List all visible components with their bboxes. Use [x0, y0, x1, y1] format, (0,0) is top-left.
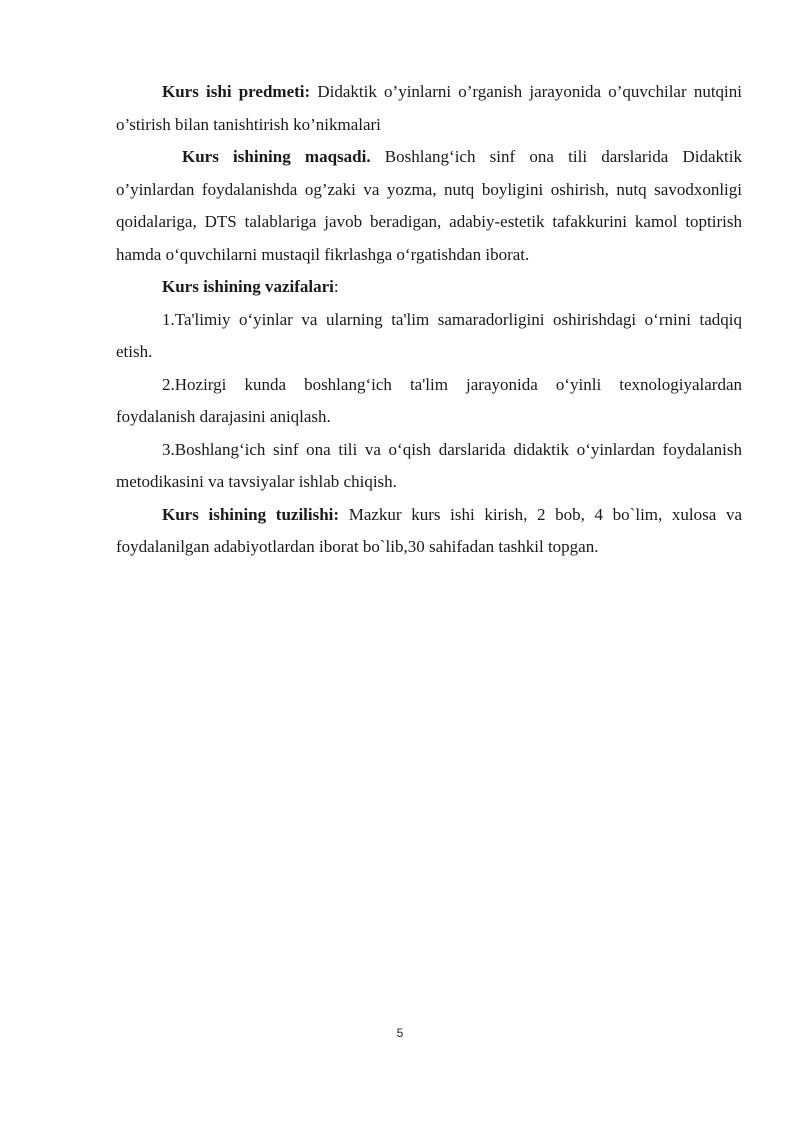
- paragraph-subject: [116, 76, 742, 141]
- paragraph-goal: [116, 141, 742, 271]
- structure-heading: Kurs ishining tuzilishi:: [162, 504, 340, 524]
- tasks-heading: Kurs ishining vazifalari: [162, 277, 334, 296]
- paragraph-tasks-heading: [116, 271, 742, 304]
- paragraph-structure: [116, 499, 742, 564]
- structure-text: Mazkur kurs ishi kirish, 2 bob, 4 bo`lim, xulosa va foydalanilgan adabiyotlardan iborat bo`lib,30 sahifadan tashkil topgan.: [116, 504, 742, 556]
- subject-text: Didaktik o’yinlarni o’rganish jarayonida o’quvchilar nutqini o’stirish bilan tanishtirish ko’nikmalari: [116, 82, 742, 134]
- goal-text: Boshlang‘ich sinf ona tili darslarida Didaktik o’yinlardan foydalanishda og’zaki va yozma, nutq boyligini oshirish, nutq savodxonligi qoidalariga, DTS talablariga javob beradigan, adabiy-estetik tafakkurini kamol toptirish hamda o‘quvchilarni mustaqil fikrlashga o‘rgatishdan iborat.: [116, 147, 742, 264]
- goal-heading: Kurs ishining maqsadi.: [182, 147, 371, 166]
- page-body: [116, 76, 742, 564]
- tasks-heading-suffix: :: [333, 277, 339, 296]
- task-item-1: 1.Ta'limiy o‘yinlar va ularning ta'lim samaradorligini oshirishdagi o‘rnini tadqiq etish.: [116, 309, 742, 361]
- task-item-2: 2.Hozirgi kunda boshlang‘ich ta'lim jarayonida o‘yinli texnologiyalardan foydalanish darajasini aniqlash.: [116, 374, 742, 426]
- page-number: 5: [396, 1026, 404, 1040]
- subject-heading: Kurs ishi predmeti:: [162, 82, 311, 101]
- task-item-3: 3.Boshlang‘ich sinf ona tili va o‘qish darslarida didaktik o‘yinlardan foydalanish metodikasini va tavsiyalar ishlab chiqish.: [116, 439, 742, 491]
